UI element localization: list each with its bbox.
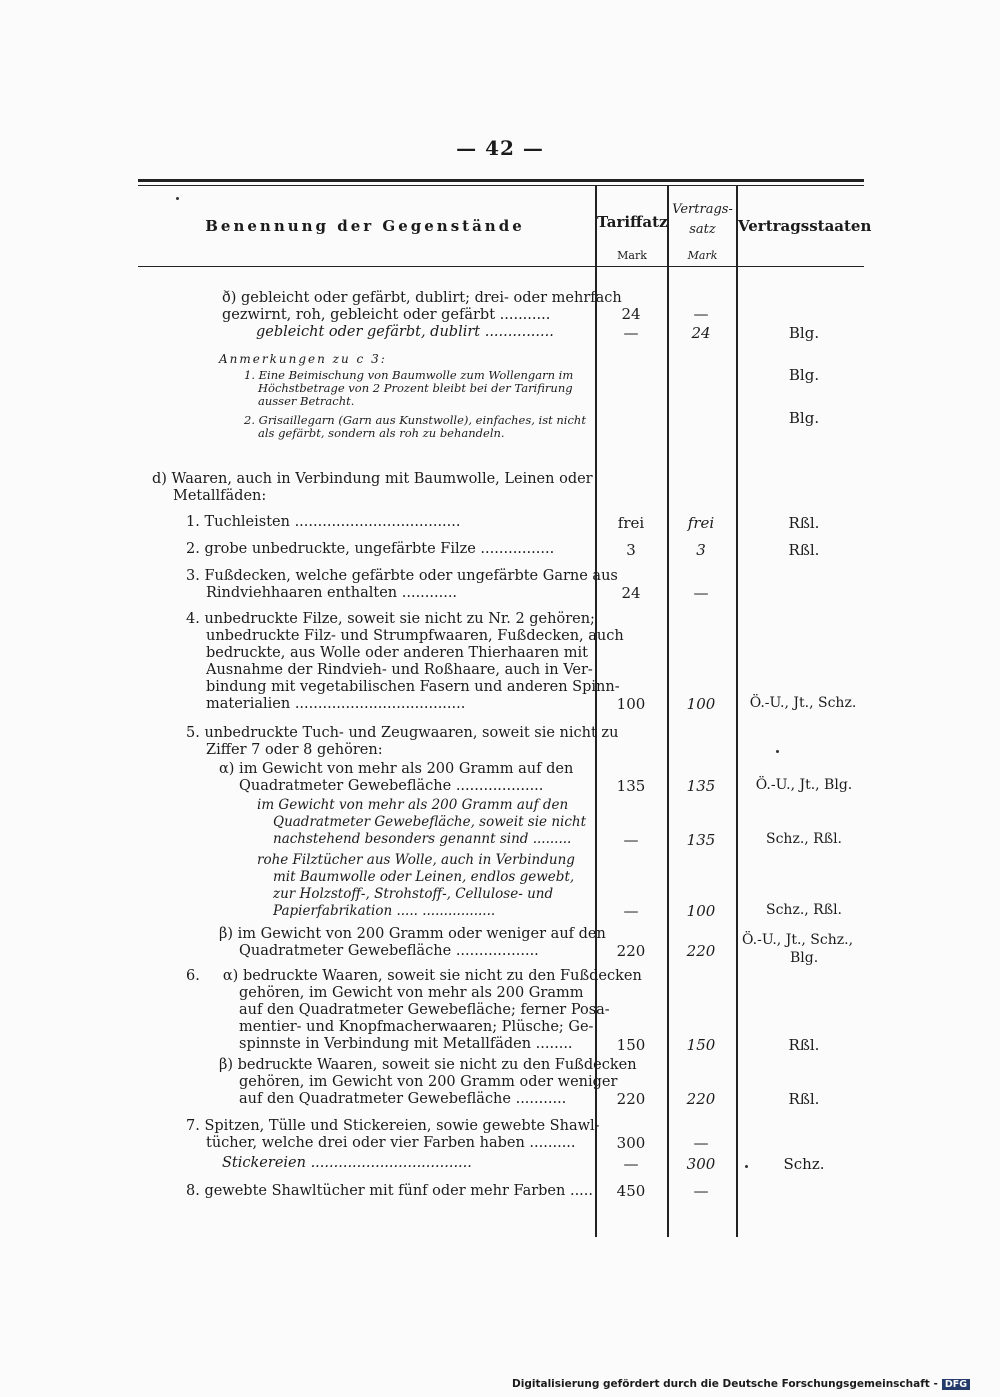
states-value: Rßl. <box>788 514 820 532</box>
row-text: 1. Tuchleisten .................................... <box>186 514 461 530</box>
states-value: Schz., Rßl. <box>766 902 842 918</box>
speck <box>176 197 179 200</box>
row-text: 2. grobe unbedruckte, ungefärbte Filze ................ <box>186 541 555 557</box>
row-text: Quadratmeter Gewebefläche, soweit sie nicht <box>273 814 587 830</box>
header-item-name: Benennung der Gegenstände <box>205 217 525 235</box>
contract-value: 100 <box>686 695 716 713</box>
contract-value: — <box>693 305 709 323</box>
states-value: Schz., Rßl. <box>766 831 842 847</box>
contract-value: 220 <box>686 1090 716 1108</box>
row-text: 4. unbedruckte Filze, soweit sie nicht zu Nr. 2 gehören; <box>186 611 595 627</box>
dfg-logo: DFG <box>942 1379 970 1390</box>
row-text: β) im Gewicht von 200 Gramm oder weniger auf den <box>219 926 606 942</box>
header-contract-unit: Mark <box>687 249 718 262</box>
contract-value: — <box>693 584 709 602</box>
header-tariff: Tariffatz <box>597 213 668 231</box>
notes-title: Anmerkungen zu c 3: <box>219 352 387 366</box>
row-text: bindung mit vegetabilischen Fasern und anderen Spinn- <box>206 679 620 695</box>
row-text: mit Baumwolle oder Leinen, endlos gewebt, <box>273 869 575 885</box>
row-text: unbedruckte Filz- und Strumpfwaaren, Fußdecken, auch <box>206 628 624 644</box>
row-text: Stickereien ................................... <box>222 1155 472 1171</box>
row-text: ð) gebleicht oder gefärbt, dublirt; drei- oder mehrfach <box>222 290 622 306</box>
section-heading: Metallfäden: <box>173 488 267 504</box>
states-value: Schz. <box>783 1155 825 1173</box>
table-top-rule-thin <box>138 185 864 186</box>
tariff-value: — <box>623 324 639 342</box>
states-value: Blg. <box>788 324 820 342</box>
contract-value: — <box>693 1182 709 1200</box>
header-tariff-unit: Mark <box>617 249 647 262</box>
contract-value: 300 <box>686 1155 716 1173</box>
row-text: Ziffer 7 oder 8 gehören: <box>206 742 383 758</box>
header-states: Vertragsstaaten <box>738 217 872 235</box>
header-bottom-rule <box>138 266 864 267</box>
contract-value: 3 <box>696 541 706 559</box>
row-text: Quadratmeter Gewebefläche .................. <box>239 943 539 959</box>
row-text: materialien ..................................... <box>206 696 466 712</box>
row-text: rohe Filztücher aus Wolle, auch in Verbindung <box>257 852 575 868</box>
row-text: Papierfabrikation ..... ................. <box>273 903 496 919</box>
states-value: Blg. <box>790 950 819 966</box>
row-text: gehören, im Gewicht von mehr als 200 Gramm <box>239 985 584 1001</box>
states-value: Blg. <box>788 409 820 427</box>
contract-value: 150 <box>686 1036 716 1054</box>
row-text: α) im Gewicht von mehr als 200 Gramm auf den <box>219 761 574 777</box>
tariff-value: 220 <box>616 1090 646 1108</box>
header-contract: Vertrags- satz <box>672 202 733 237</box>
row-text: 3. Fußdecken, welche gefärbte oder ungefärbte Garne aus <box>186 568 618 584</box>
tariff-value: — <box>623 902 639 920</box>
row-text: auf den Quadratmeter Gewebefläche ........... <box>239 1091 567 1107</box>
contract-value: 100 <box>686 902 716 920</box>
section-heading: d) Waaren, auch in Verbindung mit Baumwolle, Leinen oder <box>152 471 593 487</box>
states-value: Ö.-U., Jt., Blg. <box>755 777 853 793</box>
note-text: 1. Eine Beimischung von Baumwolle zum Wollengarn im <box>244 368 574 382</box>
contract-value: 135 <box>686 831 716 849</box>
row-text: 6. α) bedruckte Waaren, soweit sie nicht zu den Fußdecken <box>186 968 642 984</box>
states-value: Ö.-U., Jt., Schz., <box>742 932 854 948</box>
tariff-value: 135 <box>616 777 646 795</box>
states-value: Rßl. <box>788 1090 820 1108</box>
tariff-value: 450 <box>616 1182 646 1200</box>
row-text: Quadratmeter Gewebefläche ................... <box>239 778 544 794</box>
row-text: 8. gewebte Shawltücher mit fünf oder mehr Farben ..... <box>186 1183 594 1199</box>
contract-value: 135 <box>686 777 716 795</box>
contract-value: 24 <box>691 324 711 342</box>
row-text: 7. Spitzen, Tülle und Stickereien, sowie gewebte Shawl- <box>186 1118 600 1134</box>
row-text: Rindviehhaaren enthalten ............ <box>206 585 458 601</box>
row-text: 5. unbedruckte Tuch- und Zeugwaaren, soweit sie nicht zu <box>186 725 619 741</box>
states-value: Rßl. <box>788 1036 820 1054</box>
contract-value: 220 <box>686 942 716 960</box>
row-text: im Gewicht von mehr als 200 Gramm auf den <box>257 797 569 813</box>
speck <box>776 750 779 753</box>
row-text: Ausnahme der Rindvieh- und Roßhaare, auch in Ver- <box>206 662 593 678</box>
row-text: gezwirnt, roh, gebleicht oder gefärbt ........... <box>222 307 551 323</box>
row-text: auf den Quadratmeter Gewebefläche; ferner Posa- <box>239 1002 610 1018</box>
row-text: mentier- und Knopfmacherwaaren; Plüsche; Ge- <box>239 1019 594 1035</box>
tariff-value: 100 <box>616 695 646 713</box>
states-value: Rßl. <box>788 541 820 559</box>
tariff-value: 3 <box>626 541 636 559</box>
tariff-value: frei <box>617 514 645 532</box>
page-number: — 42 — <box>456 136 544 160</box>
contract-value: frei <box>687 514 715 532</box>
note-text: als gefärbt, sondern als roh zu behandeln. <box>258 426 505 440</box>
states-value: Ö.-U., Jt., Schz. <box>749 695 857 711</box>
row-text: zur Holzstoff-, Strohstoff-, Cellulose- und <box>273 886 554 902</box>
row-text: β) bedruckte Waaren, soweit sie nicht zu den Fußdecken <box>219 1057 637 1073</box>
tariff-value: 220 <box>616 942 646 960</box>
tariff-value: 150 <box>616 1036 646 1054</box>
footer-text: Digitalisierung gefördert durch die Deutsche Forschungsgemeinschaft - <box>512 1378 938 1390</box>
table-top-rule <box>138 179 864 182</box>
note-text: ausser Betracht. <box>258 394 355 408</box>
note-text: 2. Grisaillegarn (Garn aus Kunstwolle), einfaches, ist nicht <box>244 413 586 427</box>
tariff-value: — <box>623 831 639 849</box>
row-text: gebleicht oder gefärbt, dublirt ............... <box>256 324 554 340</box>
contract-value: — <box>693 1134 709 1152</box>
digitization-footer <box>512 1378 970 1390</box>
row-text: tücher, welche drei oder vier Farben haben .......... <box>206 1135 576 1151</box>
row-text: gehören, im Gewicht von 200 Gramm oder weniger <box>239 1074 618 1090</box>
tariff-value: 300 <box>616 1134 646 1152</box>
states-value: Blg. <box>788 366 820 384</box>
row-text: nachstehend besonders genannt sind ......... <box>273 831 572 847</box>
row-text: spinnste in Verbindung mit Metallfäden ........ <box>239 1036 573 1052</box>
tariff-value: — <box>623 1155 639 1173</box>
tariff-value: 24 <box>621 584 641 602</box>
row-text: bedruckte, aus Wolle oder anderen Thierhaaren mit <box>206 645 588 661</box>
note-text: Höchstbetrage von 2 Prozent bleibt bei der Tarifirung <box>258 381 573 395</box>
tariff-value: 24 <box>621 305 641 323</box>
